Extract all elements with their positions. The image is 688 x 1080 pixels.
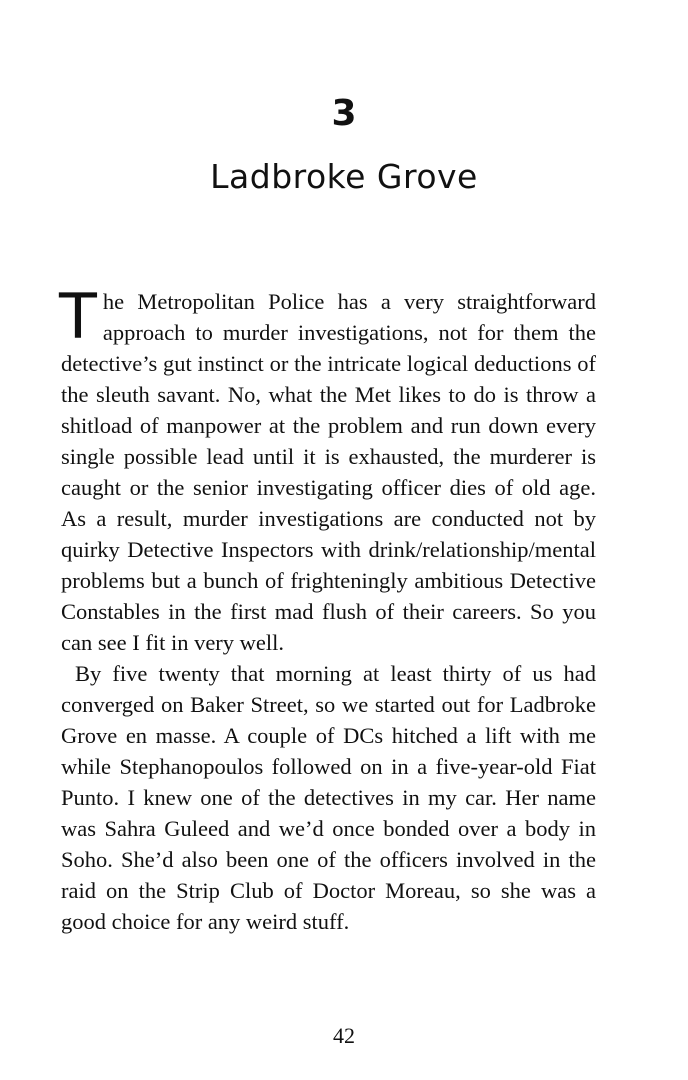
chapter-title: Ladbroke Grove [210,157,478,196]
page-number: 42 [333,1023,355,1048]
paragraph-1 [59,280,596,658]
chapter-number: 3 [331,93,357,134]
paragraph-2: By five twenty that morning at least thirty of us had converged on Baker Street, so we started out for Ladbroke Grove en masse. A couple of DCs hitched a lift with me while Stephanopoulos followed on in a five-year-old Fiat Punto. I knew one of the detectives in my car. Her name was Sahra Guleed and we’d once bonded over a body in Soho. She’d also been one of the officers involved in the raid on the Strip Club of Doctor Moreau, so she was a good choice for any weird stuff. [61,661,596,934]
drop-cap: T [59,280,97,353]
paragraph-1-text: he Metropolitan Police has a very straightforward approach to murder investigations, not for them the detective’s gut instinct or the intricate logical deductions of the sleuth savant. No, what the Met likes to do is throw a shitload of manpower at the problem and run down every single possible lead until it is exhausted, the murderer is caught or the senior investigating officer dies of old age. As a result, murder investigations are conducted not by quirky Detective Inspectors with drink/relationship/mental problems but a bunch of frighteningly ambitious Detective Constables in the first mad flush of their careers. So you can see I fit in very well. [61,289,596,655]
chapter-body [59,280,596,937]
